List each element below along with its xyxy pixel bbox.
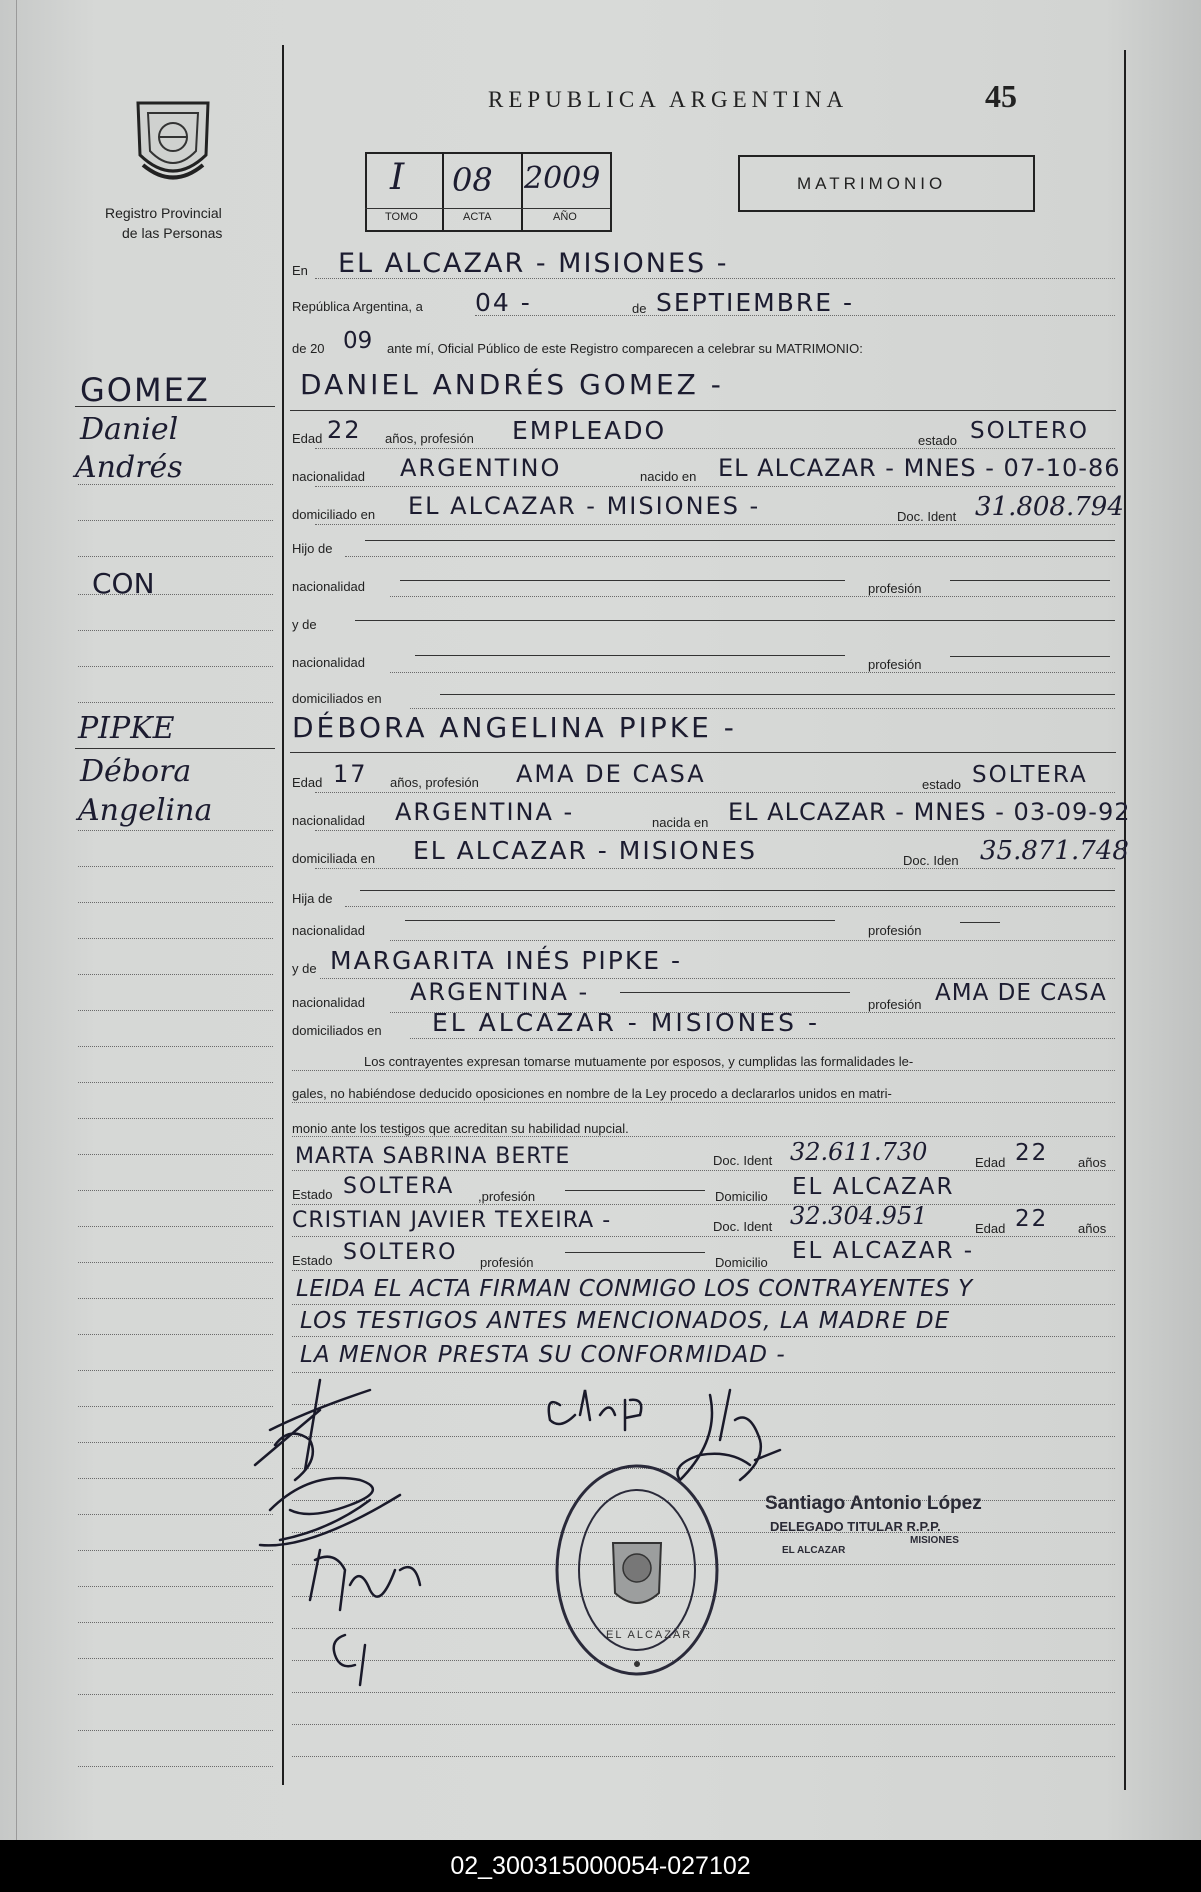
intro-text: ante mí, Oficial Público de este Registro comparecen a celebrar su MATRIMONIO: [387,341,863,356]
margin-bride-names-2: Angelina [78,793,213,828]
margin-line [78,1010,273,1011]
note-line-1: LEIDA EL ACTA FIRMAN CONMIGO LOS CONTRAYENTES Y [296,1276,973,1302]
line [410,708,1115,709]
margin-line [78,1190,273,1191]
act-type: MATRIMONIO [797,174,947,193]
line [75,748,275,749]
bride-prof2-label: profesión [868,997,922,1012]
bride-doc: 35.871.748 [980,836,1129,866]
groom-nac2-label: nacionalidad [292,655,366,670]
bride-domiciliados: EL ALCAZAR - MISIONES - [432,1008,820,1037]
witness-2-estado: SOLTERO [343,1240,458,1265]
day-value: 04 - [475,288,532,317]
line [950,580,1110,581]
signature-bride [260,1478,400,1545]
note-line-3: LA MENOR PRESTA SU CONFORMIDAD - [300,1342,786,1368]
signature-groom [255,1380,370,1480]
margin-line [78,556,273,557]
witness-1-anos: años [1078,1155,1107,1170]
margin-bride-names-1: Débora [80,754,192,789]
witness-1-edad-label: Edad [975,1155,1006,1170]
tomo-value: I [390,157,405,198]
margin-line [78,1334,273,1335]
margin-line [78,1226,273,1227]
margin-groom-surname: GOMEZ [80,371,210,409]
margin-groom-names-1: Daniel [80,412,179,447]
line [292,1236,1115,1237]
bride-profesion: AMA DE CASA [516,760,706,788]
line [475,315,1115,316]
line [292,1756,1115,1757]
line [292,1102,1115,1103]
footer-code: 02_300315000054-027102 [450,1852,751,1880]
line [390,596,1115,597]
groom-profesion: EMPLEADO [512,416,667,445]
margin-line [78,1406,273,1407]
line [315,278,1115,279]
seal-place: EL ALCAZAR [606,1629,693,1641]
line [345,556,1115,557]
line [315,524,1115,525]
republica-label: República Argentina, a [292,299,423,314]
witness-2-name: CRISTIAN JAVIER TEXEIRA - [292,1208,612,1233]
groom-estado-label: estado [918,433,958,448]
declaration-line-2: gales, no habiéndose deducido oposiciones en nombre de la Ley procedo a declararlos unidos en matri- [292,1086,892,1101]
groom-domicilio: EL ALCAZAR - MISIONES - [408,492,761,520]
en-label: En [292,263,308,278]
line [950,656,1110,657]
witness-2-doc-label: Doc. Ident [713,1219,773,1234]
margin-line [78,974,273,975]
margin-line [78,1514,273,1515]
margin-line [78,702,273,703]
line [292,1136,1115,1137]
line [292,1170,1115,1171]
witness-2-prof-label: profesión [480,1255,534,1270]
margin-line [78,830,273,831]
bride-doc-label: Doc. Iden [903,853,959,868]
groom-doc-label: Doc. Ident [897,509,957,524]
line [290,410,1116,411]
witness-2-estado-label: Estado [292,1253,333,1268]
groom-edad: 22 [327,416,362,444]
line [292,1270,1115,1271]
witness-2-doc: 32.304.951 [790,1202,928,1230]
groom-nac1-label: nacionalidad [292,579,366,594]
groom-nacido: EL ALCAZAR - MNES - 07-10-86 [718,454,1121,482]
officer-title: DELEGADO TITULAR R.P.P. [770,1519,941,1534]
witness-2-domicilio: EL ALCAZAR - [792,1238,975,1264]
acta-value: 08 [452,161,493,199]
line [365,540,1115,541]
declaration-line-1: Los contrayentes expresan tomarse mutuamente por esposos, y cumplidas las formalidades le- [364,1054,914,1069]
witness-1-edad: 22 [1015,1140,1049,1166]
country-title: REPUBLICA ARGENTINA [488,87,849,112]
line [75,406,275,407]
witness-1-prof-label: ,profesión [478,1189,536,1204]
margin-line [78,1298,273,1299]
line [292,1336,1115,1337]
line [345,906,1115,907]
bride-anos-profesion: años, profesión [390,775,479,790]
line [290,752,1116,753]
line [292,1070,1115,1071]
signatures [250,1370,810,1700]
margin-line [78,594,273,595]
margin-line [78,1118,273,1119]
signature-witness [310,1550,420,1610]
bride-domiciliados-label: domiciliados en [292,1023,382,1038]
groom-nacido-label: nacido en [640,469,697,484]
signature-witness-2 [334,1635,365,1685]
margin-line [78,1262,273,1263]
acta-label: ACTA [463,211,492,223]
line [400,580,845,581]
line [390,940,1115,941]
line [315,486,1115,487]
margin-line [78,1046,273,1047]
witness-2-anos: años [1078,1221,1107,1236]
groom-doc: 31.808.794 [975,492,1124,522]
left-edge [16,0,17,1840]
witness-1-name: MARTA SABRINA BERTE [295,1144,571,1169]
registry-name-line2: de las Personas [122,225,223,241]
witness-2-edad: 22 [1015,1206,1049,1232]
bride-nacionalidad: ARGENTINA - [395,798,575,826]
margin-groom-names-2: Andrés [75,450,183,485]
line [565,1252,705,1253]
scan-footer [0,1840,1201,1892]
bride-nacionalidad-label: nacionalidad [292,813,366,828]
bride-prof1-label: profesión [868,923,922,938]
margin-con: CON [92,567,155,600]
witness-1-estado-label: Estado [292,1187,333,1202]
groom-domicilio-label: domiciliado en [292,507,376,522]
margin-line [78,1370,273,1371]
officer-location: EL ALCAZAR [782,1545,846,1556]
margin-line [78,1550,273,1551]
line [292,1204,1115,1205]
line [410,1038,1115,1039]
witness-1-domicilio: EL ALCAZAR [792,1174,955,1200]
line [565,1190,705,1191]
groom-nacionalidad-label: nacionalidad [292,469,366,484]
signature-officiant-initials [549,1390,642,1430]
line [405,920,835,921]
ano-value: 2009 [524,161,601,196]
bride-domicilio-label: domiciliada en [292,851,376,866]
margin-line [78,666,273,667]
line [440,694,1115,695]
margin-line [78,1586,273,1587]
margin-line [78,1082,273,1083]
place-value: EL ALCAZAR - MISIONES - [338,248,729,279]
registry-emblem-icon [128,95,218,190]
bride-mother-nac: ARGENTINA - [410,978,590,1006]
witness-1-dom-label: Domicilio [715,1189,768,1204]
groom-estado: SOLTERO [970,418,1090,444]
witness-1-doc-label: Doc. Ident [713,1153,773,1168]
groom-full-name: DANIEL ANDRÉS GOMEZ - [300,368,724,401]
bride-nac1-label: nacionalidad [292,923,366,938]
margin-line [78,1442,273,1443]
line [315,830,1115,831]
line [355,620,1115,621]
bride-nac2-label: nacionalidad [292,995,366,1010]
margin-line [78,1766,273,1767]
bride-edad-label: Edad [292,775,323,790]
record-box-divider [442,152,444,230]
bride-estado-label: estado [922,777,962,792]
margin-line [78,630,273,631]
bride-full-name: DÉBORA ANGELINA PIPKE - [292,711,737,744]
bride-estado: SOLTERA [972,762,1088,788]
bride-hija-label: Hija de [292,891,333,906]
line [620,992,850,993]
groom-nacionalidad: ARGENTINO [400,454,562,482]
groom-hijo-label: Hijo de [292,541,333,556]
bride-nacida-label: nacida en [652,815,709,830]
bride-nacida: EL ALCAZAR - MNES - 03-09-92 [728,798,1131,826]
bride-mother: MARGARITA INÉS PIPKE - [330,946,683,975]
right-rule [1124,50,1126,1790]
line [315,792,1115,793]
de-label: de [632,301,647,316]
groom-domiciliados-label: domiciliados en [292,691,382,706]
line [315,868,1115,869]
groom-edad-label: Edad [292,431,323,446]
line [292,1304,1115,1305]
line [315,448,1115,449]
year-suffix: 09 [343,328,373,354]
witness-1-estado: SOLTERA [343,1174,455,1199]
margin-line [78,520,273,521]
witness-2-edad-label: Edad [975,1221,1006,1236]
bride-yde-label: y de [292,961,317,976]
margin-line [78,1154,273,1155]
ano-label: AÑO [553,211,577,223]
groom-anos-profesion: años, profesión [385,431,474,446]
margin-line [78,938,273,939]
groom-prof2-label: profesión [868,657,922,672]
margin-line [78,1730,273,1731]
line [415,655,845,656]
officer-province: MISIONES [910,1535,959,1546]
declaration-line-3: monio ante los testigos que acreditan su habilidad nupcial. [292,1121,629,1136]
line [292,1724,1115,1725]
line [360,890,1115,891]
bride-domicilio: EL ALCAZAR - MISIONES [413,836,758,865]
bride-mother-prof: AMA DE CASA [935,980,1107,1006]
groom-yde-label: y de [292,617,317,632]
line [960,922,1000,923]
year-prefix: de 20 [292,341,325,356]
margin-line [78,1478,273,1479]
note-line-2: LOS TESTIGOS ANTES MENCIONADOS, LA MADRE DE [300,1308,951,1334]
officer-name: Santiago Antonio López [765,1493,982,1514]
witness-1-doc: 32.611.730 [790,1138,928,1166]
margin-line [78,1622,273,1623]
tomo-label: TOMO [385,211,418,223]
margin-line [78,1694,273,1695]
line [390,672,1115,673]
record-box-divider [521,152,523,230]
page-number: 45 [985,78,1017,114]
bride-edad: 17 [333,760,368,788]
registry-name: Registro Provincial [105,205,222,221]
groom-prof1-label: profesión [868,581,922,596]
margin-line [78,484,273,485]
month-value: SEPTIEMBRE - [656,288,855,317]
record-box-rule [365,208,610,209]
witness-2-dom-label: Domicilio [715,1255,768,1270]
margin-line [78,866,273,867]
margin-line [78,1658,273,1659]
margin-line [78,902,273,903]
margin-bride-surname: PIPKE [78,711,175,746]
